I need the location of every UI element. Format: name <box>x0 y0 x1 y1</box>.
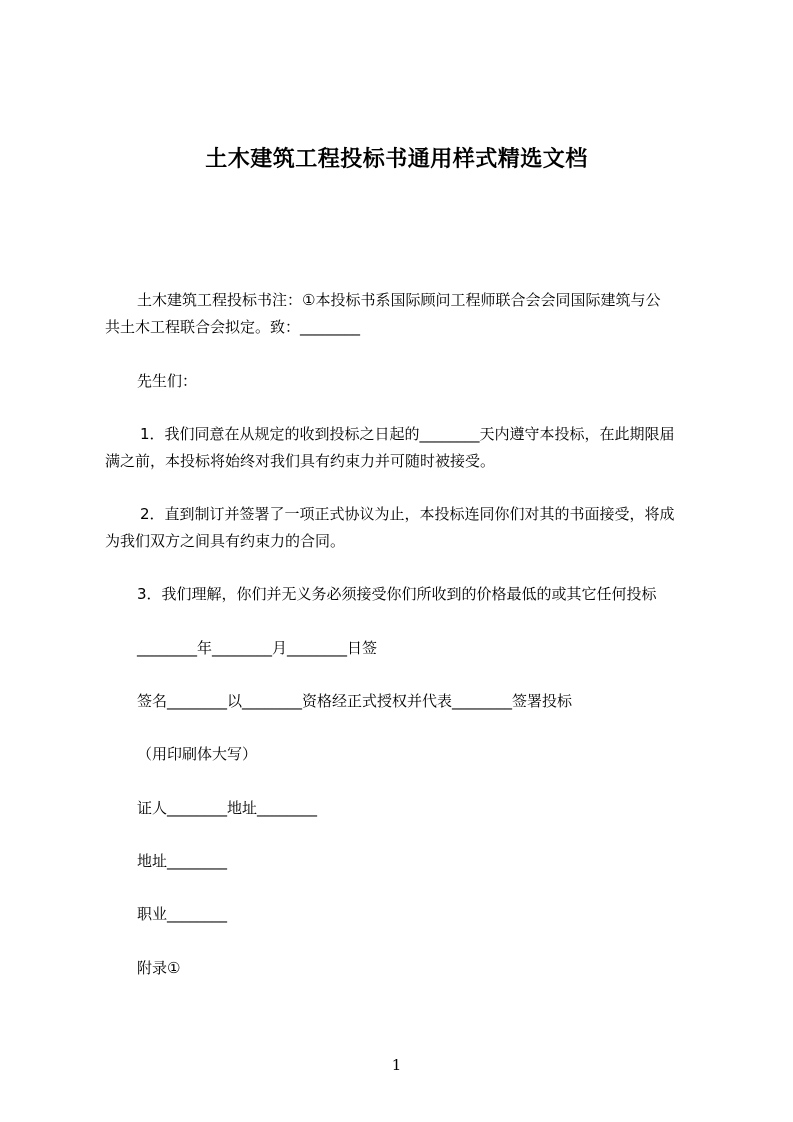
appendix-line: 附录① <box>137 959 181 977</box>
page-number: 1 <box>391 1056 402 1074</box>
address-line: 地址________ <box>137 852 228 870</box>
intro-line-1: 土木建筑工程投标书注：①本投标书系国际顾问工程师联合会会同国际建筑与公 <box>137 291 661 309</box>
occupation-line: 职业________ <box>137 905 228 923</box>
item-2-line-1: 2．直到制订并签署了一项正式协议为止，本投标连同你们对其的书面接受，将成 <box>140 505 675 523</box>
document-title: 土木建筑工程投标书通用样式精选文档 <box>205 147 588 172</box>
item-2-line-2: 为我们双方之间具有约束力的合同。 <box>105 532 346 550</box>
intro-line-2: 共土木工程联合会拟定。致：________ <box>105 318 361 336</box>
signature-line: 签名________以________资格经正式授权并代表________签署投标 <box>137 692 573 710</box>
date-line: ________年________月________日签 <box>137 639 378 657</box>
print-note: （用印刷体大写） <box>137 745 258 763</box>
item-1-line-1: 1．我们同意在从规定的收到投标之日起的________天内遵守本投标，在此期限届 <box>140 425 675 443</box>
witness-line: 证人________地址________ <box>137 799 318 817</box>
item-3-line-1: 3．我们理解，你们并无义务必须接受你们所收到的价格最低的或其它任何投标 <box>137 585 657 603</box>
item-1-line-2: 满之前，本投标将始终对我们具有约束力并可随时被接受。 <box>105 452 496 470</box>
salutation: 先生们： <box>137 372 198 390</box>
